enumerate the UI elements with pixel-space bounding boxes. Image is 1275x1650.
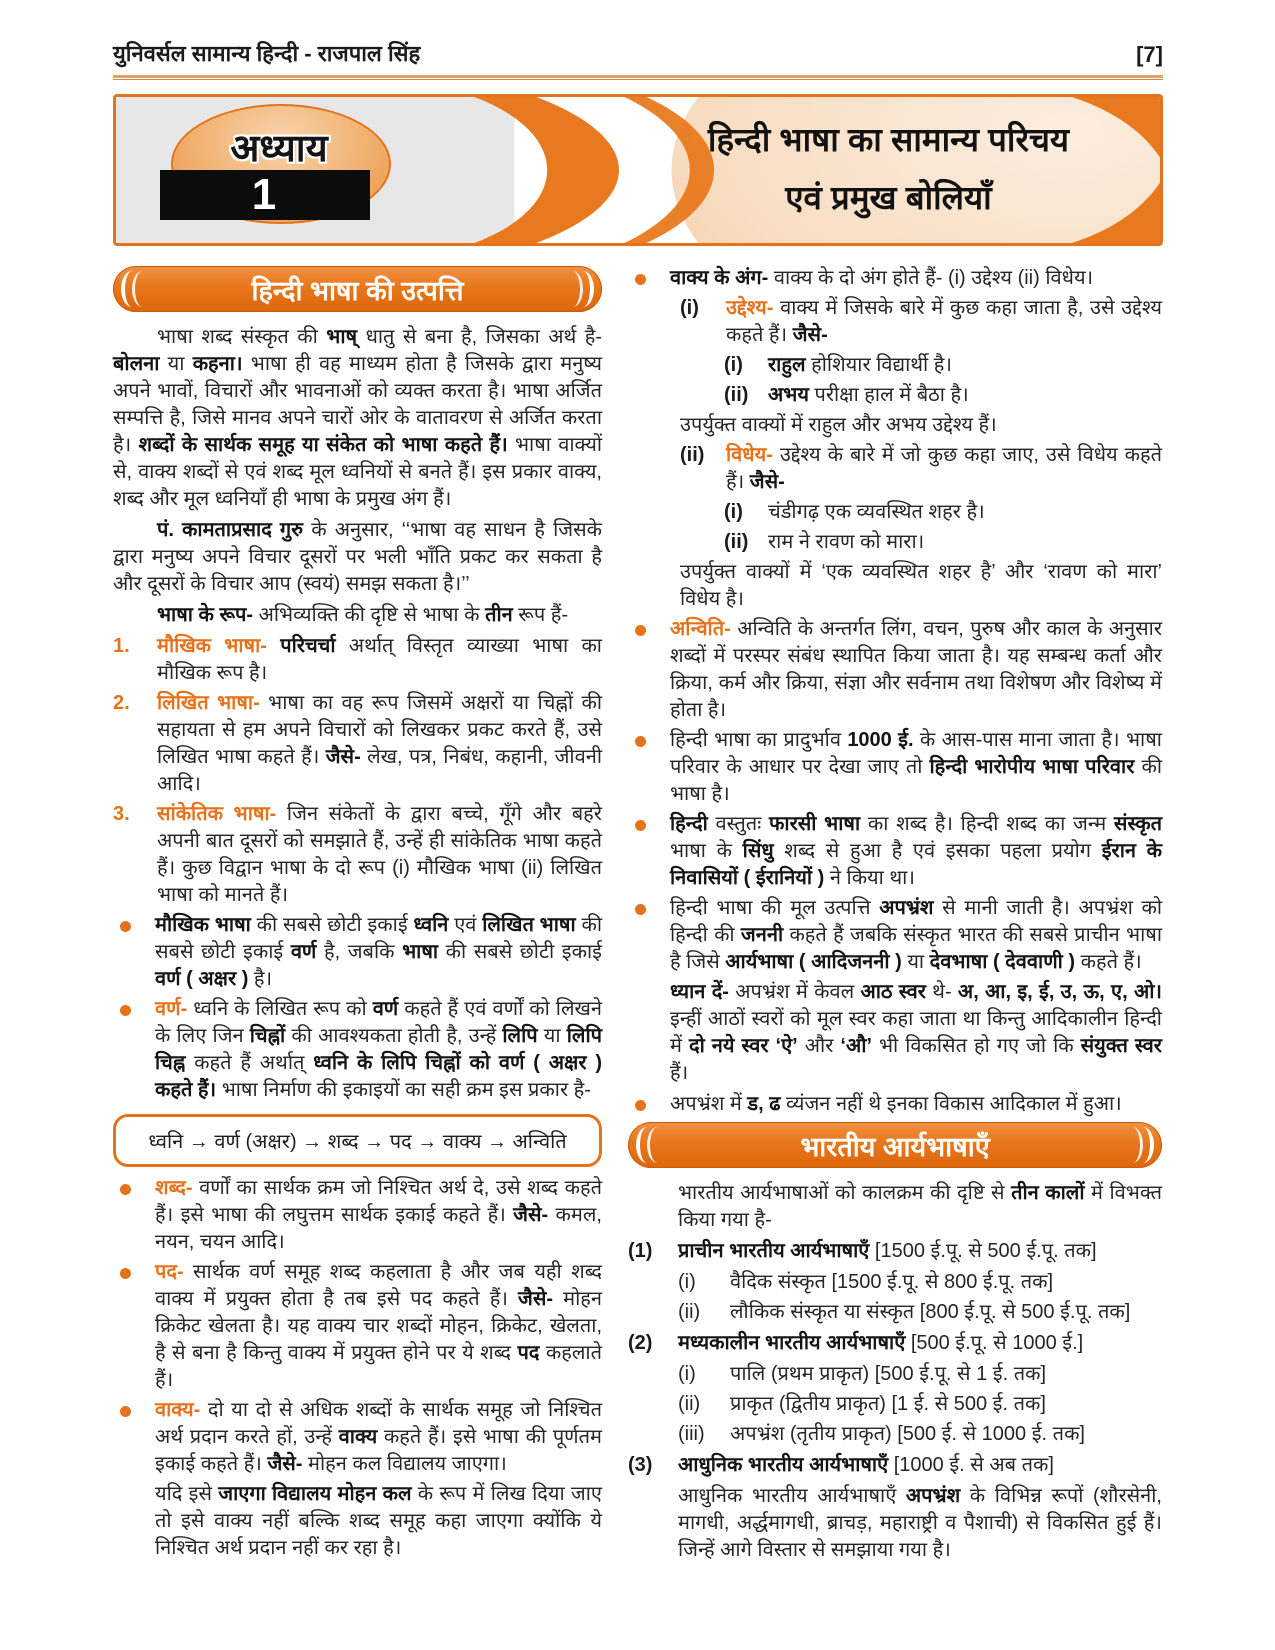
- item-text: वैदिक संस्कृत [1500 ई.पू. से 800 ई.पू. तक]: [730, 1271, 1054, 1293]
- chapter-number: 1: [251, 170, 279, 219]
- paragraph: भारतीय आर्यभाषाओं को कालक्रम की दृष्टि से तीन कालों में विभक्त किया गया है-: [678, 1182, 1162, 1231]
- sub-item: [678, 1299, 1162, 1326]
- item-text: अभय परीक्षा हाल में बैठा है।: [768, 384, 969, 406]
- bullet-text: अन्विति- अन्विति के अन्तर्गत लिंग, वचन, पुरुष और काल के अनुसार शब्दों में परस्पर संबंध स्थापित किया जाता है। यह सम्बन्ध कर्ता और क्रिया, कर्म और क्रिया, संज्ञा और सर्वनाम तथा विशेषण और विशेष्य में होता है।: [670, 618, 1162, 721]
- item-number: 1.: [113, 635, 130, 657]
- item-number: (i): [724, 501, 743, 523]
- page-number: [7]: [1136, 42, 1163, 67]
- banner-arc-icon: [647, 1127, 668, 1163]
- bullet-text: अपभ्रंश में ड, ढ व्यंजन नहीं थे इनका विकास आदिकाल में हुआ।: [670, 1093, 1122, 1115]
- bullet-dot-icon: [628, 616, 670, 724]
- item-number: (2): [628, 1332, 653, 1354]
- bullet-item: [113, 1175, 602, 1256]
- item-number: (i): [680, 297, 699, 319]
- item-number: (1): [628, 1240, 653, 1262]
- item-number: (ii): [724, 531, 749, 553]
- section-title: हिन्दी भाषा की उत्पत्ति: [251, 275, 464, 306]
- item-number: 2.: [113, 692, 130, 714]
- item-text: अपभ्रंश (तृतीय प्राकृत) [500 ई. से 1000 ई. तक]: [730, 1423, 1085, 1445]
- bullet-dot-icon: [628, 895, 670, 976]
- section-banner-utpatti: [113, 266, 602, 312]
- bullet-item: [113, 912, 602, 993]
- language-units-flow-box: ध्वनि → वर्ण (अक्षर) → शब्द → पद → वाक्य → अन्विति: [113, 1114, 602, 1167]
- bullet-dot-icon: [628, 1091, 670, 1118]
- item-number: (ii): [678, 1393, 701, 1415]
- bullet-text: हिन्दी भाषा की मूल उत्पत्ति अपभ्रंश से मानी जाती है। अपभ्रंश को हिन्दी की जननी कहते हैं जबकि संस्कृत भारत की सबसे प्राचीन भाषा है जिसे आर्यभाषा ( आदिजननी ) या देवभाषा ( देववाणी ) कहते हैं।: [670, 897, 1163, 973]
- sub-item: [678, 1391, 1162, 1418]
- example-item: [724, 382, 1162, 409]
- sub-item: [680, 295, 1162, 349]
- example-item: [724, 499, 1162, 526]
- item-number: (iii): [678, 1423, 705, 1445]
- banner-arc-icon: [1122, 1127, 1143, 1163]
- numbered-item: [628, 1238, 1162, 1265]
- bullet-text: वर्ण- ध्वनि के लिखित रूप को वर्ण कहते हैं एवं वर्णों को लिखने के लिए जिन चिह्नों की आवश्यकता होती है, उन्हें लिपि या लिपि चिह्न कहते हैं अर्थात् ध्वनि के लिपि चिह्नों को वर्ण ( अक्षर ) कहते हैं। भाषा निर्माण की इकाइयों का सही क्रम इस प्रकार है-: [155, 998, 602, 1101]
- bullet-dot-icon: [113, 1259, 155, 1394]
- item-text: चंडीगढ़ एक व्यवस्थित शहर है।: [768, 501, 985, 523]
- chapter-title-line2: एवं प्रमुख बोलियाँ: [785, 179, 992, 216]
- item-text: लौकिक संस्कृत या संस्कृत [800 ई.पू. से 500 ई.पू. तक]: [730, 1301, 1131, 1323]
- note-text: उपर्युक्त वाक्यों में ‘एक व्यवस्थित शहर है’ और ‘रावण को मारा’ विधेय है।: [680, 561, 1162, 610]
- bullet-dot-icon: [628, 727, 670, 808]
- numbered-item: [113, 801, 602, 909]
- left-column: [113, 262, 602, 1566]
- chapter-title: [631, 111, 1146, 227]
- bullet-item: [628, 1091, 1162, 1118]
- bullet-dot-icon: [113, 912, 155, 993]
- bullet-dot-icon: [113, 996, 155, 1104]
- bullet-item: [113, 1397, 602, 1478]
- section-title: भारतीय आर्यभाषाएँ: [800, 1131, 990, 1162]
- item-text: सांकेतिक भाषा- जिन संकेतों के द्वारा बच्चे, गूँगे और बहरे अपनी बात दूसरों को समझाते हैं, उन्हें ही सांकेतिक भाषा कहते हैं। कुछ विद्वान भाषा के दो रूप (i) मौखिक भाषा (ii) लिखित भाषा को मानते हैं।: [157, 803, 602, 906]
- chapter-title-line1: हिन्दी भाषा का सामान्य परिचय: [707, 121, 1070, 158]
- paragraph: भाषा के रूप- अभिव्यक्ति की दृष्टि से भाषा के तीन रूप हैं-: [157, 604, 569, 626]
- example-item: [724, 529, 1162, 556]
- bullet-dot-icon: [628, 811, 670, 892]
- bullet-dot-icon: [113, 1397, 155, 1478]
- bullet-text: पद- सार्थक वर्ण समूह शब्द कहलाता है और जब यही शब्द वाक्य में प्रयुक्त होता है तब इसे पद कहते हैं। जैसे- मोहन क्रिकेट खेलता है। यह वाक्य चार शब्दों मोहन, क्रिकेट, खेलता, है से बना है किन्तु वाक्य में प्रयुक्त होने पर ये शब्द पद कहलाते हैं।: [155, 1261, 603, 1391]
- numbered-item: [628, 1330, 1162, 1357]
- bullet-continuation: यदि इसे जाएगा विद्यालय मोहन कल के रूप में लिख दिया जाए तो इसे वाक्य नहीं बल्कि शब्द समूह कहा जाएगा क्योंकि ये निश्चित अर्थ प्रदान नहीं कर रहा है।: [155, 1483, 602, 1559]
- item-number: (ii): [678, 1301, 701, 1323]
- paragraph: भाषा शब्द संस्कृत की भाष् धातु से बना है, जिसका अर्थ है- बोलना या कहना। भाषा ही वह माध्यम होता है जिसके द्वारा मनुष्य अपने भावों, विचारों और भावनाओं को व्यक्त करता है। भाषा अर्जित सम्पत्ति है, जिसे मानव अपने चारों ओर के वातावरण से अर्जित करता है। शब्दों के सार्थक समूह या संकेत को भाषा कहते हैं। भाषा वाक्यों से, वाक्य शब्दों से एवं शब्द मूल ध्वनियों से बनते हैं। इस प्रकार वाक्य, शब्द और मूल ध्वनियाँ ही भाषा के प्रमुख अंग हैं।: [113, 326, 603, 510]
- item-text: राहुल होशियार विद्यार्थी है।: [768, 354, 952, 376]
- item-text: प्राचीन भारतीय आर्यभाषाएँ [1500 ई.पू. से 500 ई.पू. तक]: [678, 1240, 1097, 1262]
- bullet-item: [113, 996, 602, 1104]
- bullet-text: वाक्य के अंग- वाक्य के दो अंग होते हैं- (i) उद्देश्य (ii) विधेय।: [670, 267, 1094, 289]
- item-text: प्राकृत (द्वितीय प्राकृत) [1 ई. से 500 ई. तक]: [730, 1393, 1046, 1415]
- item-text: मौखिक भाषा- परिचर्चा अर्थात् विस्तृत व्याख्या भाषा का मौखिक रूप है।: [157, 635, 602, 684]
- sub-item: [678, 1421, 1162, 1448]
- item-number: (ii): [680, 444, 705, 466]
- paragraph: पं. कामताप्रसाद गुरु के अनुसार, ‘‘भाषा वह साधन है जिसके द्वारा मनुष्य अपने विचार दूसरों पर भली भाँति प्रकट कर सकता है और दूसरों के विचार आप (स्वयं) समझ सकता है।’’: [113, 519, 602, 595]
- numbered-item: [628, 1452, 1162, 1479]
- numbered-continuation: आधुनिक भारतीय आर्यभाषाएँ अपभ्रंश के विभिन्न रूपों (शौरसेनी, मागधी, अर्द्धमागधी, ब्राचड़, महाराष्ट्री व पैशाची) से विकसित हुई हैं। जिन्हें आगे विस्तार से समझाया गया है।: [678, 1485, 1162, 1561]
- item-text: लिखित भाषा- भाषा का वह रूप जिसमें अक्षरों या चिह्नों की सहायता से हम अपने विचारों को लिखकर प्रकट करते हैं, उसे लिखित भाषा कहते हैं। जैसे- लेख, पत्र, निबंध, कहानी, जीवनी आदि।: [157, 692, 602, 795]
- right-column: [628, 262, 1162, 1566]
- bullet-item: [628, 895, 1162, 976]
- bullet-item: [628, 727, 1162, 808]
- bullet-text: हिन्दी भाषा का प्रादुर्भाव 1000 ई. के आस-पास माना जाता है। भाषा परिवार के आधार पर देखा जाए तो हिन्दी भारोपीय भाषा परिवार की भाषा है।: [670, 729, 1162, 805]
- book-title: युनिवर्सल सामान्य हिन्दी - राजपाल सिंह: [113, 41, 421, 66]
- note-text: उपर्युक्त वाक्यों में राहुल और अभय उद्देश्य हैं।: [680, 414, 997, 436]
- chapter-banner: [113, 94, 1163, 246]
- item-text: विधेय- उद्देश्य के बारे में जो कुछ कहा जाए, उसे विधेय कहते हैं। जैसे-: [726, 444, 1162, 493]
- item-text: राम ने रावण को मारा।: [768, 531, 925, 553]
- sub-item: [678, 1269, 1162, 1296]
- bullet-item: [628, 811, 1162, 892]
- bullet-item: [628, 616, 1162, 724]
- bullet-text: हिन्दी वस्तुतः फारसी भाषा का शब्द है। हिन्दी शब्द का जन्म संस्कृत भाषा के सिंधु शब्द से हुआ है एवं इसका पहला प्रयोग ईरान के निवासियों ( ईरानियों ) ने किया था।: [670, 813, 1163, 889]
- bullet-dot-icon: [113, 1175, 155, 1256]
- banner-arc-icon: [132, 271, 153, 307]
- item-text: उद्देश्य- वाक्य में जिसके बारे में कुछ कहा जाता है, उसे उद्देश्य कहते हैं। जैसे-: [726, 297, 1162, 346]
- bullet-text: मौखिक भाषा की सबसे छोटी इकाई ध्वनि एवं लिखित भाषा की सबसे छोटी इकाई वर्ण है, जबकि भाषा की सबसे छोटी इकाई वर्ण ( अक्षर ) है।: [155, 914, 602, 990]
- sub-item: [680, 442, 1162, 496]
- sub-item: [678, 1361, 1162, 1388]
- item-number: (ii): [724, 384, 749, 406]
- header-rule: [113, 75, 1163, 80]
- numbered-item: [113, 633, 602, 687]
- bullet-text: वाक्य- दो या दो से अधिक शब्दों के सार्थक समूह जो निश्चित अर्थ प्रदान करते हों, उन्हें वाक्य कहते हैं। इसे भाषा की पूर्णतम इकाई कहते हैं। जैसे- मोहन कल विद्यालय जाएगा।: [155, 1399, 602, 1475]
- numbered-item: [113, 690, 602, 798]
- item-number: (i): [678, 1363, 696, 1385]
- item-text: पालि (प्रथम प्राकृत) [500 ई.पू. से 1 ई. तक]: [730, 1363, 1047, 1385]
- chapter-label: अध्याय: [230, 128, 328, 170]
- item-number: (i): [678, 1271, 696, 1293]
- two-column-layout: [113, 262, 1163, 1566]
- banner-arc-icon: [562, 271, 583, 307]
- bullet-dot-icon: [628, 265, 670, 292]
- section-banner-aryabhasha: [628, 1122, 1162, 1168]
- item-text: मध्यकालीन भारतीय आर्यभाषाएँ [500 ई.पू. से 1000 ई.]: [678, 1332, 1084, 1354]
- bullet-item: [113, 1259, 602, 1394]
- item-number: (3): [628, 1454, 653, 1476]
- item-text: आधुनिक भारतीय आर्यभाषाएँ [1000 ई. से अब तक]: [678, 1454, 1054, 1476]
- bullet-continuation: ध्यान दें- अपभ्रंश में केवल आठ स्वर थे- अ, आ, इ, ई, उ, ऊ, ए, ओ। इन्हीं आठों स्वरों को मूल स्वर कहा जाता था किन्तु आदिकालीन हिन्दी में दो नये स्वर ‘ऐ’ और ‘औ’ भी विकसित हो गए जो कि संयुक्त स्वर हैं।: [670, 981, 1162, 1084]
- bullet-item: [628, 265, 1162, 292]
- chapter-number-box: [160, 170, 370, 220]
- item-number: (i): [724, 354, 743, 376]
- bullet-text: शब्द- वर्णों का सार्थक क्रम जो निश्चित अर्थ दे, उसे शब्द कहते हैं। इसे भाषा की लघुत्तम सार्थक इकाई कहते हैं। जैसे- कमल, नयन, चयन आदि।: [155, 1177, 602, 1253]
- example-item: [724, 352, 1162, 379]
- item-number: 3.: [113, 803, 130, 825]
- page-header: [113, 38, 1163, 68]
